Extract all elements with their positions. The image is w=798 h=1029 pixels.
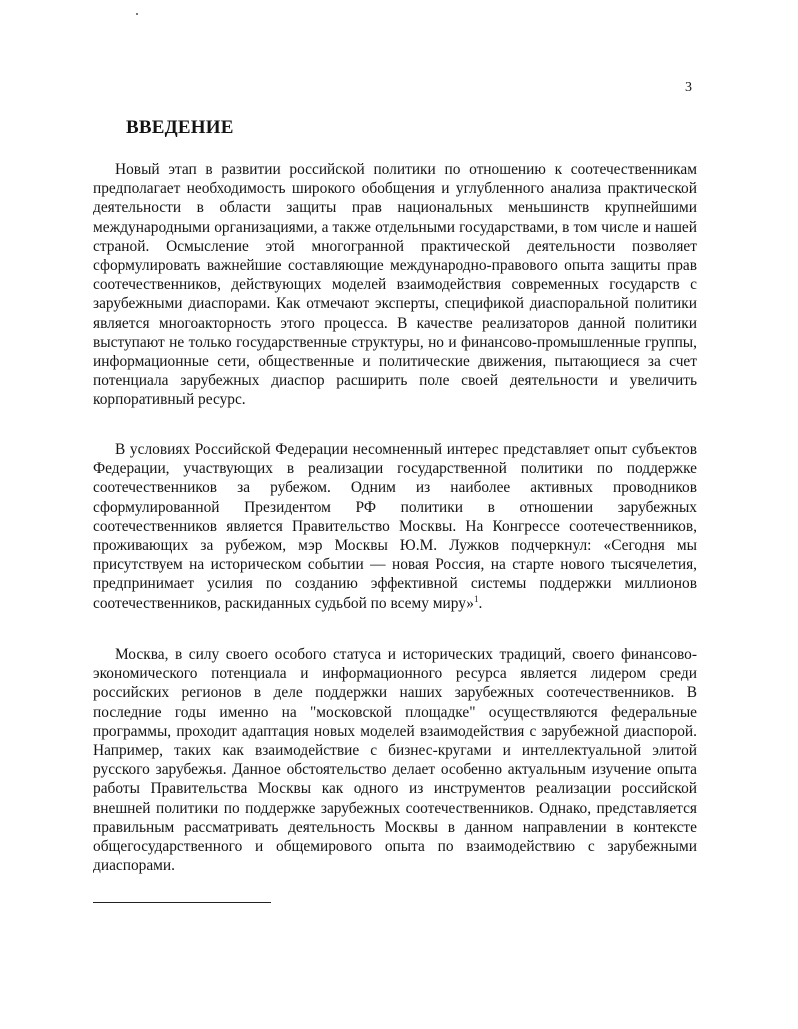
paragraph-2 — [93, 440, 697, 613]
section-heading: ВВЕДЕНИЕ — [126, 117, 234, 138]
paragraph-2-end: . — [478, 594, 483, 612]
paragraph-2-text: В условиях Российской Федерации несомненный интерес представляет опыт субъектов Федерации, участвующих в реализации государственной политики по поддержке соотечественников за рубежом. Одним из наиболее активных проводников сформулированной Президентом РФ политики в отношении зарубежных соотечественников является Правительство Москвы. На Конгрессе соотечественников, проживающих за рубежом, мэр Москвы Ю.М. Лужков подчеркнул: «Сегодня мы присутствуем на историческом событии — новая Россия, на старте нового тысячелетия, предпринимает усилия по созданию эффективной системы поддержки миллионов соотечественников, раскиданных судьбой по всему миру» — [93, 441, 697, 612]
scan-speck — [136, 13, 138, 15]
footnote-separator — [93, 902, 271, 903]
paragraph-1-text: Новый этап в развитии российской политики по отношению к соотечественникам предполагает необходимость широкого обобщения и углубленного анализа практической деятельности в области защиты прав национальных меньшинств крупнейшими международными организациями, а также отдельными государствами, в том числе и нашей страной. Осмысление этой многогранной практической деятельности позволяет сформулировать важнейшие составляющие международно-правового опыта защиты прав соотечественников, действующих моделей взаимодействия современных государств с зарубежными диаспорами. Как отмечают эксперты, спецификой диаспоральной политики является многоакторность этого процесса. В качестве реализаторов данной политики выступают не только государственные структуры, но и финансово-промышленные группы, информационные сети, общественные и политические движения, пытающиеся за счет потенциала зарубежных диаспор расширить поле своей деятельности и увеличить корпоративный ресурс. — [93, 161, 697, 409]
page-number: 3 — [685, 80, 692, 95]
paragraph-3-text: Москва, в силу своего особого статуса и исторических традиций, своего финансово-экономического потенциала и информационного ресурса является лидером среди российских регионов в деле поддержки наших зарубежных соотечественников. В последние годы именно на "московской площадке" осуществляются федеральные программы, проходит адаптация новых моделей взаимодействия с зарубежной диаспорой. Например, таких как взаимодействие с бизнес-кругами и интеллектуальной элитой русского зарубежья. Данное обстоятельство делает особенно актуальным изучение опыта работы Правительства Москвы как одного из инструментов реализации российской внешней политики по поддержке зарубежных соотечественников. Однако, представляется правильным рассматривать деятельность Москвы в данном направлении в контексте общегосударственного и общемирового опыта по взаимодействию с зарубежными диаспорами. — [93, 646, 697, 875]
paragraph-3 — [93, 645, 697, 875]
footnote-reference[interactable]: 1 — [474, 593, 479, 604]
paragraph-1 — [93, 160, 697, 410]
